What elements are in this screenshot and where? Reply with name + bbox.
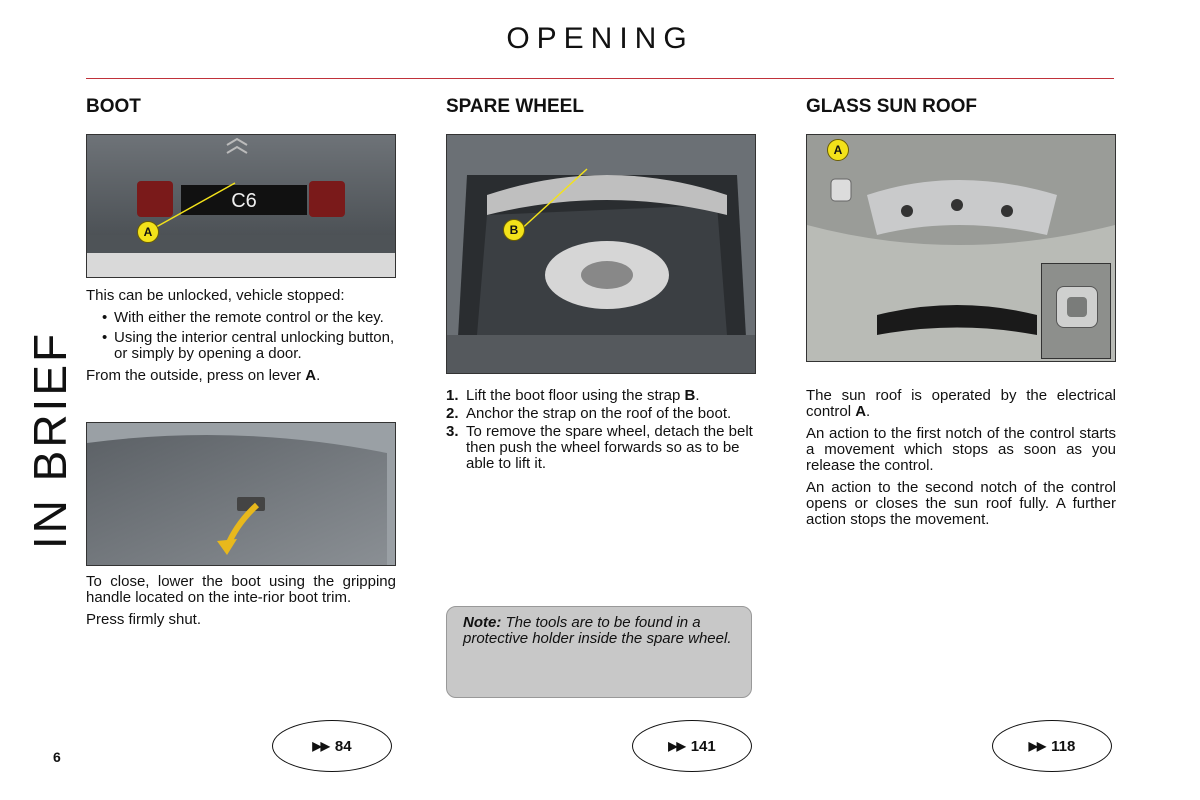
boot-outside-instruction: From the outside, press on lever A. [86, 367, 321, 384]
boot-lever-marker: A [137, 221, 159, 243]
boot-interior-photo [86, 422, 396, 566]
sun-roof-photo [806, 134, 1116, 362]
license-plate: C6 [231, 190, 257, 212]
fast-forward-icon: ▶▶ [1028, 739, 1046, 753]
boot-unlock-list [86, 310, 396, 362]
page-title: OPENING [506, 22, 694, 55]
spare-wheel-section [446, 96, 756, 474]
side-label-text: IN BRIEF [24, 330, 76, 550]
sun-roof-p1: The sun roof is operated by the electrical control A. [806, 387, 1116, 420]
fast-forward-icon: ▶▶ [668, 739, 685, 753]
spare-wheel-heading: SPARE WHEEL [446, 96, 584, 117]
strap-marker: B [503, 219, 525, 241]
note-text: The tools are to be found in a protective holder inside the spare wheel. [463, 614, 732, 647]
spare-wheel-photo [446, 134, 756, 374]
control-closeup-inset [1041, 263, 1111, 359]
sun-roof-heading: GLASS SUN ROOF [806, 96, 978, 117]
list-item: 2. Anchor the strap on the roof of the boot. [446, 405, 732, 422]
title-divider [86, 78, 1114, 79]
fast-forward-icon: ▶▶ [312, 739, 329, 753]
sun-roof-p3: An action to the second notch of the control opens or closes the sun roof fully. A further action stops the movement. [806, 479, 1116, 528]
page-number: 6 [53, 749, 61, 765]
list-item: • Using the interior central unlocking button, or simply by opening a door. [102, 329, 395, 362]
sun-roof-p2: An action to the first notch of the control starts a movement which stops as soon as you release the control. [806, 425, 1116, 474]
list-item: 3. To remove the spare wheel, detach the belt then push the wheel forwards so as to be able to lift it. [446, 423, 753, 472]
boot-exterior-photo [86, 134, 396, 278]
boot-intro: This can be unlocked, vehicle stopped: [86, 287, 345, 304]
list-item: 1. Lift the boot floor using the strap B. [446, 387, 700, 404]
boot-heading: BOOT [86, 96, 141, 117]
side-section-label [24, 330, 76, 550]
boot-trim-illustration [87, 423, 395, 565]
tools-note [446, 606, 752, 698]
boot-close-instruction: To close, lower the boot using the gripping handle located on the inte-rior boot trim. [86, 573, 396, 606]
spare-wheel-page-reference[interactable]: ▶▶ 141 [632, 720, 752, 772]
note-label: Note: [463, 614, 502, 631]
boot-exterior-illustration [87, 135, 395, 277]
sun-roof-section [806, 96, 1116, 534]
spare-wheel-illustration [447, 135, 755, 373]
sun-roof-control-marker: A [827, 139, 849, 161]
sun-roof-switch-icon [1056, 286, 1098, 328]
boot-section [86, 96, 396, 634]
boot-press-instruction: Press firmly shut. [86, 611, 202, 628]
spare-wheel-steps [446, 388, 756, 472]
boot-page-reference[interactable]: ▶▶ 84 [272, 720, 392, 772]
sun-roof-page-reference[interactable]: ▶▶ 118 [992, 720, 1112, 772]
list-item: • With either the remote control or the key. [102, 309, 384, 326]
